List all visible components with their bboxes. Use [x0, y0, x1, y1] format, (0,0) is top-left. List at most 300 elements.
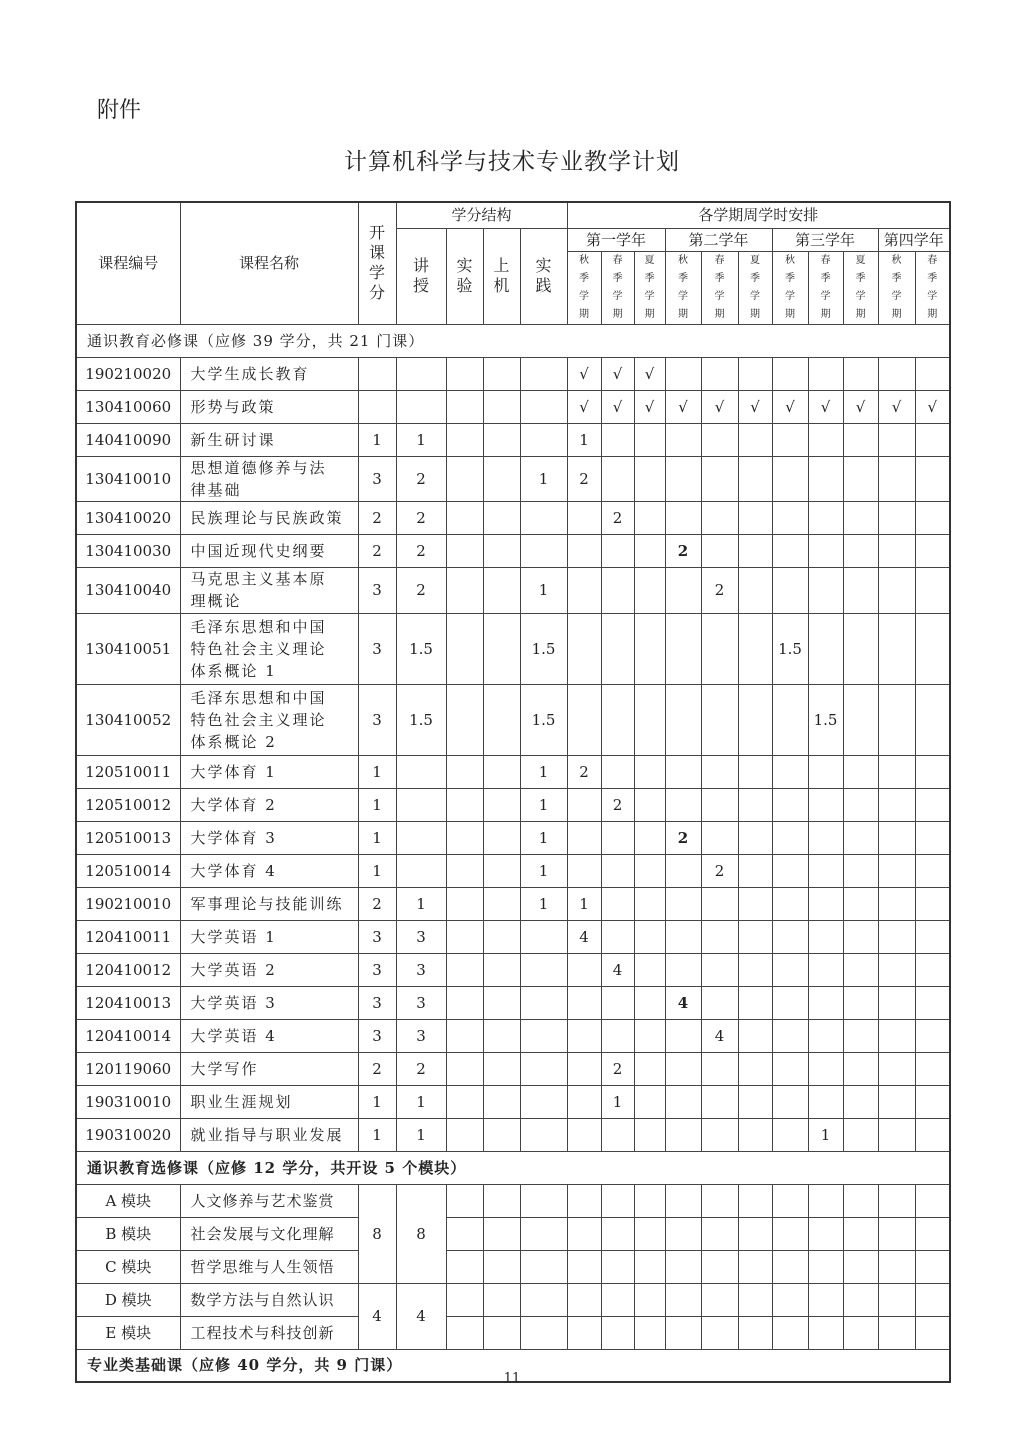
empty-cell — [701, 1316, 738, 1349]
course-name: 民族理论与民族政策 — [180, 501, 358, 534]
module-code: A 模块 — [76, 1184, 180, 1217]
semester-hours — [701, 613, 738, 684]
semester-hours — [878, 684, 915, 755]
empty-cell — [601, 1184, 634, 1217]
semester-hours — [738, 423, 772, 456]
course-mach — [483, 788, 520, 821]
semester-hours — [567, 821, 601, 854]
header-year-3: 第三学年 — [772, 228, 878, 251]
semester-hours — [601, 920, 634, 953]
header-course-name: 课程名称 — [180, 202, 358, 324]
empty-cell — [772, 1316, 808, 1349]
course-prac — [520, 920, 567, 953]
semester-hours — [843, 423, 878, 456]
empty-cell — [634, 1184, 665, 1217]
semester-hours — [878, 1052, 915, 1085]
course-name: 大学英语 4 — [180, 1019, 358, 1052]
semester-hours — [634, 986, 665, 1019]
course-mach — [483, 986, 520, 1019]
semester-hours — [772, 567, 808, 613]
empty-cell — [915, 1250, 950, 1283]
semester-hours — [665, 1085, 701, 1118]
course-exp — [446, 1052, 483, 1085]
semester-hours — [843, 1118, 878, 1151]
semester-hours — [634, 854, 665, 887]
semester-hours — [738, 456, 772, 501]
course-code: 130410052 — [76, 684, 180, 755]
course-lec: 2 — [396, 534, 446, 567]
course-name: 大学体育 2 — [180, 788, 358, 821]
semester-hours — [915, 887, 950, 920]
semester-hours — [878, 567, 915, 613]
semester-hours — [634, 1052, 665, 1085]
course-prac: 1 — [520, 755, 567, 788]
course-mach — [483, 357, 520, 390]
semester-hours — [915, 854, 950, 887]
course-credit — [358, 357, 396, 390]
empty-cell — [567, 1217, 601, 1250]
semester-hours — [738, 1118, 772, 1151]
semester-hours — [601, 1118, 634, 1151]
module-code: C 模块 — [76, 1250, 180, 1283]
header-year-1: 第一学年 — [567, 228, 665, 251]
semester-hours — [808, 953, 843, 986]
semester-hours: √ — [601, 390, 634, 423]
course-code: 140410090 — [76, 423, 180, 456]
semester-hours — [738, 567, 772, 613]
semester-hours — [878, 501, 915, 534]
table-row — [76, 1217, 950, 1250]
table-row — [76, 854, 950, 887]
header-semester-5: 春 季 学 期 — [701, 251, 738, 324]
semester-hours: √ — [665, 390, 701, 423]
semester-hours — [567, 986, 601, 1019]
table-row — [76, 1052, 950, 1085]
empty-cell — [878, 1184, 915, 1217]
module-name: 数学方法与自然认识 — [180, 1283, 358, 1316]
semester-hours — [701, 357, 738, 390]
semester-hours — [915, 1052, 950, 1085]
semester-hours — [665, 456, 701, 501]
course-mach — [483, 423, 520, 456]
semester-hours — [772, 684, 808, 755]
empty-cell — [520, 1217, 567, 1250]
semester-hours: 1 — [567, 423, 601, 456]
course-name: 大学体育 3 — [180, 821, 358, 854]
semester-hours — [665, 887, 701, 920]
semester-hours: 2 — [665, 821, 701, 854]
course-exp — [446, 423, 483, 456]
semester-hours — [601, 534, 634, 567]
course-credit: 2 — [358, 501, 396, 534]
semester-hours — [808, 887, 843, 920]
semester-hours — [843, 1085, 878, 1118]
course-lec: 1 — [396, 887, 446, 920]
course-code: 120410012 — [76, 953, 180, 986]
semester-hours — [915, 456, 950, 501]
semester-hours — [878, 887, 915, 920]
semester-hours — [701, 423, 738, 456]
empty-cell — [520, 1184, 567, 1217]
semester-hours — [843, 684, 878, 755]
semester-hours — [701, 501, 738, 534]
semester-hours — [665, 788, 701, 821]
table-row — [76, 684, 950, 755]
course-code: 130410051 — [76, 613, 180, 684]
course-lec — [396, 755, 446, 788]
course-lec: 3 — [396, 1019, 446, 1052]
header-credit-structure: 学分结构 — [396, 202, 567, 228]
course-code: 120510011 — [76, 755, 180, 788]
table-row — [76, 986, 950, 1019]
semester-hours — [843, 755, 878, 788]
course-prac — [520, 986, 567, 1019]
empty-cell — [483, 1250, 520, 1283]
semester-hours: 1.5 — [772, 613, 808, 684]
course-prac — [520, 1052, 567, 1085]
semester-hours — [601, 423, 634, 456]
course-credit: 1 — [358, 423, 396, 456]
course-lec: 1 — [396, 1118, 446, 1151]
semester-hours — [772, 1019, 808, 1052]
page-title: 计算机科学与技术专业教学计划 — [344, 149, 680, 175]
semester-hours — [878, 1019, 915, 1052]
empty-cell — [483, 1283, 520, 1316]
semester-hours: √ — [634, 357, 665, 390]
module-code: B 模块 — [76, 1217, 180, 1250]
empty-cell — [446, 1250, 483, 1283]
module-code: D 模块 — [76, 1283, 180, 1316]
semester-hours — [665, 854, 701, 887]
semester-hours — [772, 887, 808, 920]
course-prac: 1 — [520, 821, 567, 854]
course-prac — [520, 1085, 567, 1118]
semester-hours — [567, 567, 601, 613]
empty-cell — [772, 1283, 808, 1316]
semester-hours — [701, 821, 738, 854]
course-code: 120410013 — [76, 986, 180, 1019]
section-row — [76, 324, 950, 357]
semester-hours: 4 — [665, 986, 701, 1019]
course-code: 190310020 — [76, 1118, 180, 1151]
empty-cell — [567, 1283, 601, 1316]
semester-hours — [843, 953, 878, 986]
course-prac — [520, 357, 567, 390]
course-exp — [446, 920, 483, 953]
empty-cell — [483, 1217, 520, 1250]
module-name: 哲学思维与人生领悟 — [180, 1250, 358, 1283]
semester-hours — [878, 821, 915, 854]
semester-hours — [843, 788, 878, 821]
semester-hours — [843, 357, 878, 390]
course-prac — [520, 501, 567, 534]
semester-hours — [772, 501, 808, 534]
empty-cell — [772, 1250, 808, 1283]
course-exp — [446, 567, 483, 613]
table-row — [76, 534, 950, 567]
empty-cell — [772, 1184, 808, 1217]
semester-hours — [915, 1118, 950, 1151]
course-name: 毛泽东思想和中国 特色社会主义理论 体系概论 2 — [180, 684, 358, 755]
course-credit: 3 — [358, 1019, 396, 1052]
empty-cell — [915, 1217, 950, 1250]
semester-hours — [634, 613, 665, 684]
semester-hours — [772, 920, 808, 953]
semester-hours — [915, 755, 950, 788]
semester-hours — [772, 1052, 808, 1085]
course-exp — [446, 755, 483, 788]
semester-hours — [808, 788, 843, 821]
course-code: 130410020 — [76, 501, 180, 534]
empty-cell — [738, 1184, 772, 1217]
empty-cell — [878, 1283, 915, 1316]
semester-hours — [915, 613, 950, 684]
course-credit: 1 — [358, 854, 396, 887]
semester-hours — [915, 684, 950, 755]
semester-hours: 4 — [567, 920, 601, 953]
course-mach — [483, 920, 520, 953]
course-name: 中国近现代史纲要 — [180, 534, 358, 567]
semester-hours — [701, 534, 738, 567]
semester-hours — [567, 1019, 601, 1052]
header-semester-10: 秋 季 学 期 — [878, 251, 915, 324]
section-general-required: 通识教育必修课（应修 39 学分，共 21 门课） — [76, 324, 950, 357]
semester-hours — [772, 1085, 808, 1118]
semester-hours — [738, 1085, 772, 1118]
empty-cell — [446, 1283, 483, 1316]
semester-hours — [772, 953, 808, 986]
semester-hours — [634, 501, 665, 534]
semester-hours — [738, 357, 772, 390]
empty-cell — [665, 1283, 701, 1316]
header-year-4: 第四学年 — [878, 228, 950, 251]
header-practice: 实 践 — [520, 228, 567, 324]
course-lec: 1.5 — [396, 684, 446, 755]
table-row — [76, 953, 950, 986]
semester-hours — [738, 755, 772, 788]
semester-hours — [915, 953, 950, 986]
semester-hours — [634, 953, 665, 986]
semester-hours — [701, 1052, 738, 1085]
empty-cell — [634, 1316, 665, 1349]
empty-cell — [878, 1250, 915, 1283]
course-credit: 3 — [358, 613, 396, 684]
empty-cell — [520, 1316, 567, 1349]
empty-cell — [634, 1283, 665, 1316]
course-exp — [446, 684, 483, 755]
semester-hours — [738, 1052, 772, 1085]
empty-cell — [878, 1316, 915, 1349]
semester-hours — [878, 953, 915, 986]
table-row — [76, 456, 950, 501]
semester-hours: 2 — [567, 456, 601, 501]
table-row — [76, 1184, 950, 1217]
course-code: 120510012 — [76, 788, 180, 821]
course-code: 130410030 — [76, 534, 180, 567]
semester-hours — [665, 567, 701, 613]
course-credit: 1 — [358, 755, 396, 788]
course-credit: 3 — [358, 953, 396, 986]
course-code: 130410060 — [76, 390, 180, 423]
semester-hours — [915, 1085, 950, 1118]
empty-cell — [446, 1217, 483, 1250]
empty-cell — [878, 1217, 915, 1250]
semester-hours — [601, 684, 634, 755]
course-credit: 2 — [358, 887, 396, 920]
course-lec — [396, 821, 446, 854]
course-name: 马克思主义基本原 理概论 — [180, 567, 358, 613]
semester-hours — [567, 1085, 601, 1118]
semester-hours — [772, 854, 808, 887]
header-semester-6: 夏 季 学 期 — [738, 251, 772, 324]
empty-cell — [520, 1250, 567, 1283]
course-prac — [520, 423, 567, 456]
empty-cell — [808, 1184, 843, 1217]
semester-hours — [601, 567, 634, 613]
semester-hours — [915, 357, 950, 390]
empty-cell — [665, 1217, 701, 1250]
empty-cell — [483, 1184, 520, 1217]
course-name: 新生研讨课 — [180, 423, 358, 456]
header-machine: 上 机 — [483, 228, 520, 324]
course-credit: 1 — [358, 788, 396, 821]
course-prac: 1.5 — [520, 613, 567, 684]
semester-hours — [567, 534, 601, 567]
course-name: 职业生涯规划 — [180, 1085, 358, 1118]
semester-hours — [915, 821, 950, 854]
course-prac: 1.5 — [520, 684, 567, 755]
course-lec: 2 — [396, 456, 446, 501]
semester-hours — [772, 821, 808, 854]
semester-hours — [601, 456, 634, 501]
semester-hours: √ — [772, 390, 808, 423]
course-credit: 3 — [358, 920, 396, 953]
semester-hours — [665, 755, 701, 788]
empty-cell — [567, 1316, 601, 1349]
table-row — [76, 423, 950, 456]
course-exp — [446, 1118, 483, 1151]
course-lec — [396, 357, 446, 390]
course-prac: 1 — [520, 887, 567, 920]
table-row — [76, 1019, 950, 1052]
course-exp — [446, 986, 483, 1019]
semester-hours: 2 — [701, 567, 738, 613]
semester-hours — [701, 684, 738, 755]
semester-hours: 2 — [701, 854, 738, 887]
semester-hours — [808, 1019, 843, 1052]
course-exp — [446, 1019, 483, 1052]
semester-hours — [634, 684, 665, 755]
empty-cell — [738, 1283, 772, 1316]
course-name: 就业指导与职业发展 — [180, 1118, 358, 1151]
course-mach — [483, 821, 520, 854]
table-row — [76, 788, 950, 821]
semester-hours — [915, 1019, 950, 1052]
semester-hours — [808, 1085, 843, 1118]
course-exp — [446, 821, 483, 854]
semester-hours — [665, 920, 701, 953]
semester-hours — [601, 887, 634, 920]
table-row — [76, 613, 950, 684]
semester-hours — [665, 501, 701, 534]
semester-hours — [808, 501, 843, 534]
semester-hours — [567, 684, 601, 755]
semester-hours — [915, 986, 950, 1019]
semester-hours — [567, 501, 601, 534]
empty-cell — [520, 1283, 567, 1316]
course-credit: 3 — [358, 986, 396, 1019]
empty-cell — [915, 1316, 950, 1349]
semester-hours: √ — [878, 390, 915, 423]
semester-hours — [772, 986, 808, 1019]
semester-hours — [634, 755, 665, 788]
semester-hours — [738, 613, 772, 684]
empty-cell — [738, 1217, 772, 1250]
semester-hours — [601, 1019, 634, 1052]
semester-hours — [634, 788, 665, 821]
course-mach — [483, 755, 520, 788]
semester-hours — [808, 357, 843, 390]
empty-cell — [634, 1250, 665, 1283]
course-exp — [446, 887, 483, 920]
header-year-2: 第二学年 — [665, 228, 772, 251]
semester-hours — [567, 1118, 601, 1151]
semester-hours — [738, 821, 772, 854]
empty-cell — [843, 1217, 878, 1250]
course-name: 大学生成长教育 — [180, 357, 358, 390]
semester-hours: 1 — [567, 887, 601, 920]
semester-hours: 4 — [601, 953, 634, 986]
semester-hours — [843, 456, 878, 501]
semester-hours — [665, 1019, 701, 1052]
header-credits: 开 课 学 分 — [358, 202, 396, 324]
course-mach — [483, 456, 520, 501]
course-prac: 1 — [520, 854, 567, 887]
semester-hours — [878, 920, 915, 953]
semester-hours — [738, 920, 772, 953]
semester-hours — [808, 1052, 843, 1085]
semester-hours: 2 — [601, 501, 634, 534]
semester-hours — [634, 534, 665, 567]
semester-hours — [878, 755, 915, 788]
empty-cell — [601, 1217, 634, 1250]
course-mach — [483, 567, 520, 613]
course-lec — [396, 788, 446, 821]
course-credit: 1 — [358, 1085, 396, 1118]
empty-cell — [915, 1184, 950, 1217]
semester-hours: √ — [701, 390, 738, 423]
semester-hours — [634, 821, 665, 854]
empty-cell — [665, 1184, 701, 1217]
empty-cell — [701, 1217, 738, 1250]
header-lecture: 讲 授 — [396, 228, 446, 324]
course-mach — [483, 1118, 520, 1151]
semester-hours — [701, 1085, 738, 1118]
course-name: 大学英语 1 — [180, 920, 358, 953]
semester-hours — [772, 357, 808, 390]
empty-cell — [446, 1316, 483, 1349]
empty-cell — [843, 1316, 878, 1349]
header-semester-2: 春 季 学 期 — [601, 251, 634, 324]
empty-cell — [567, 1250, 601, 1283]
empty-cell — [915, 1283, 950, 1316]
semester-hours — [701, 1118, 738, 1151]
semester-hours — [738, 684, 772, 755]
course-code: 190310010 — [76, 1085, 180, 1118]
semester-hours — [772, 1118, 808, 1151]
course-prac — [520, 534, 567, 567]
module-credit: 4 — [358, 1283, 396, 1349]
